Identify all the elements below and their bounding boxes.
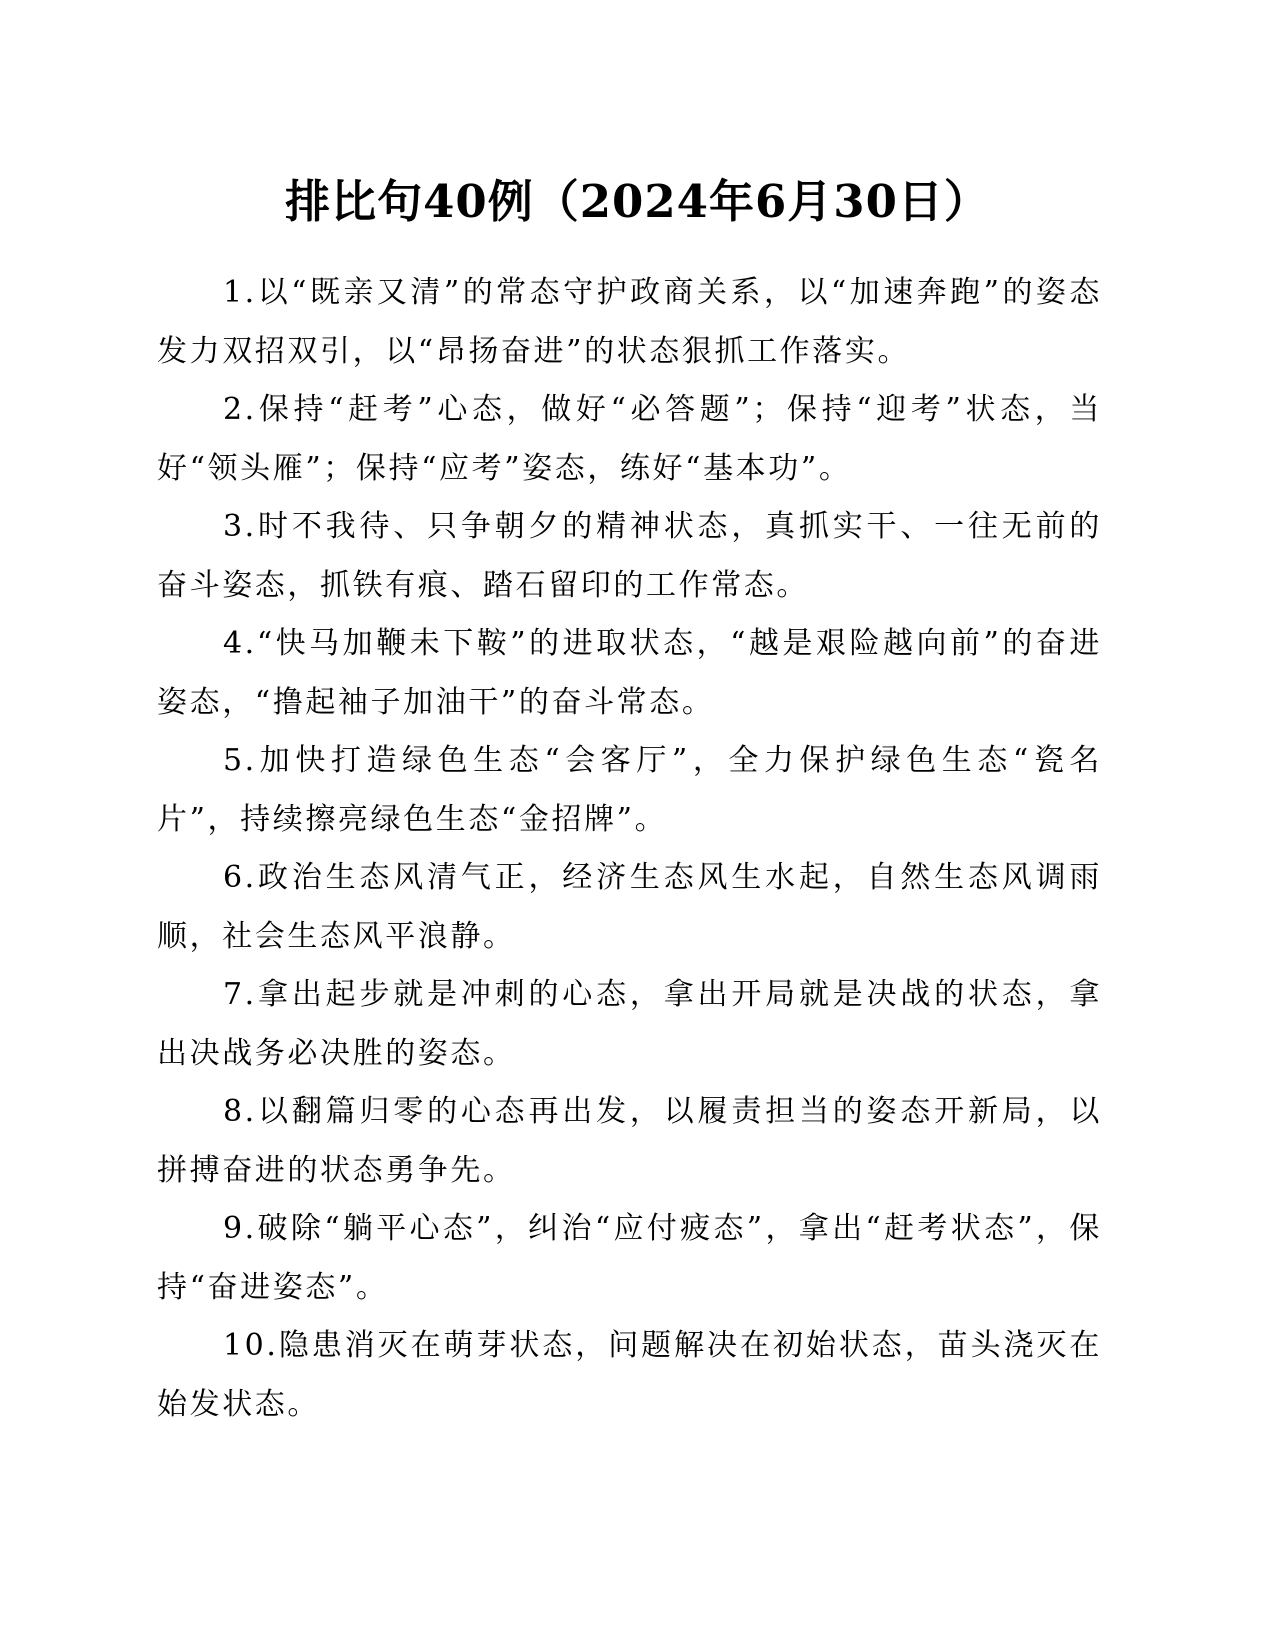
list-item-8: 8.以翻篇归零的心态再出发，以履责担当的姿态开新局，以拼搏奋进的状态勇争先。 <box>157 1094 1102 1188</box>
list-item-6: 6.政治生态风清气正，经济生态风生水起，自然生态风调雨顺，社会生态风平浪静。 <box>157 860 1102 954</box>
list-item-9: 9.破除“躺平心态”，纠治“应付疲态”，拿出“赶考状态”，保持“奋进姿态”。 <box>157 1211 1102 1305</box>
list-item-2: 2.保持“赶考”心态，做好“必答题”；保持“迎考”状态，当好“领头雁”；保持“应考”姿态，练好“基本功”。 <box>157 392 1102 486</box>
list-item-4: 4.“快马加鞭未下鞍”的进取状态，“越是艰险越向前”的奋进姿态，“撸起袖子加油干”的奋斗常态。 <box>157 626 1102 720</box>
document-body <box>157 264 1102 1434</box>
list-item-10: 10.隐患消灭在萌芽状态，问题解决在初始状态，苗头浇灭在始发状态。 <box>157 1328 1102 1422</box>
list-item-7: 7.拿出起步就是冲刺的心态，拿出开局就是决战的状态，拿出决战务必决胜的姿态。 <box>157 977 1102 1071</box>
list-item-5: 5.加快打造绿色生态“会客厅”，全力保护绿色生态“瓷名片”，持续擦亮绿色生态“金招牌”。 <box>157 743 1102 837</box>
list-item-1: 1.以“既亲又清”的常态守护政商关系，以“加速奔跑”的姿态发力双招双引，以“昂扬奋进”的状态狠抓工作落实。 <box>157 275 1102 369</box>
page-title: 排比句40例（2024年6月30日） <box>285 175 990 228</box>
list-item-3: 3.时不我待、只争朝夕的精神状态，真抓实干、一往无前的奋斗姿态，抓铁有痕、踏石留印的工作常态。 <box>157 509 1102 603</box>
